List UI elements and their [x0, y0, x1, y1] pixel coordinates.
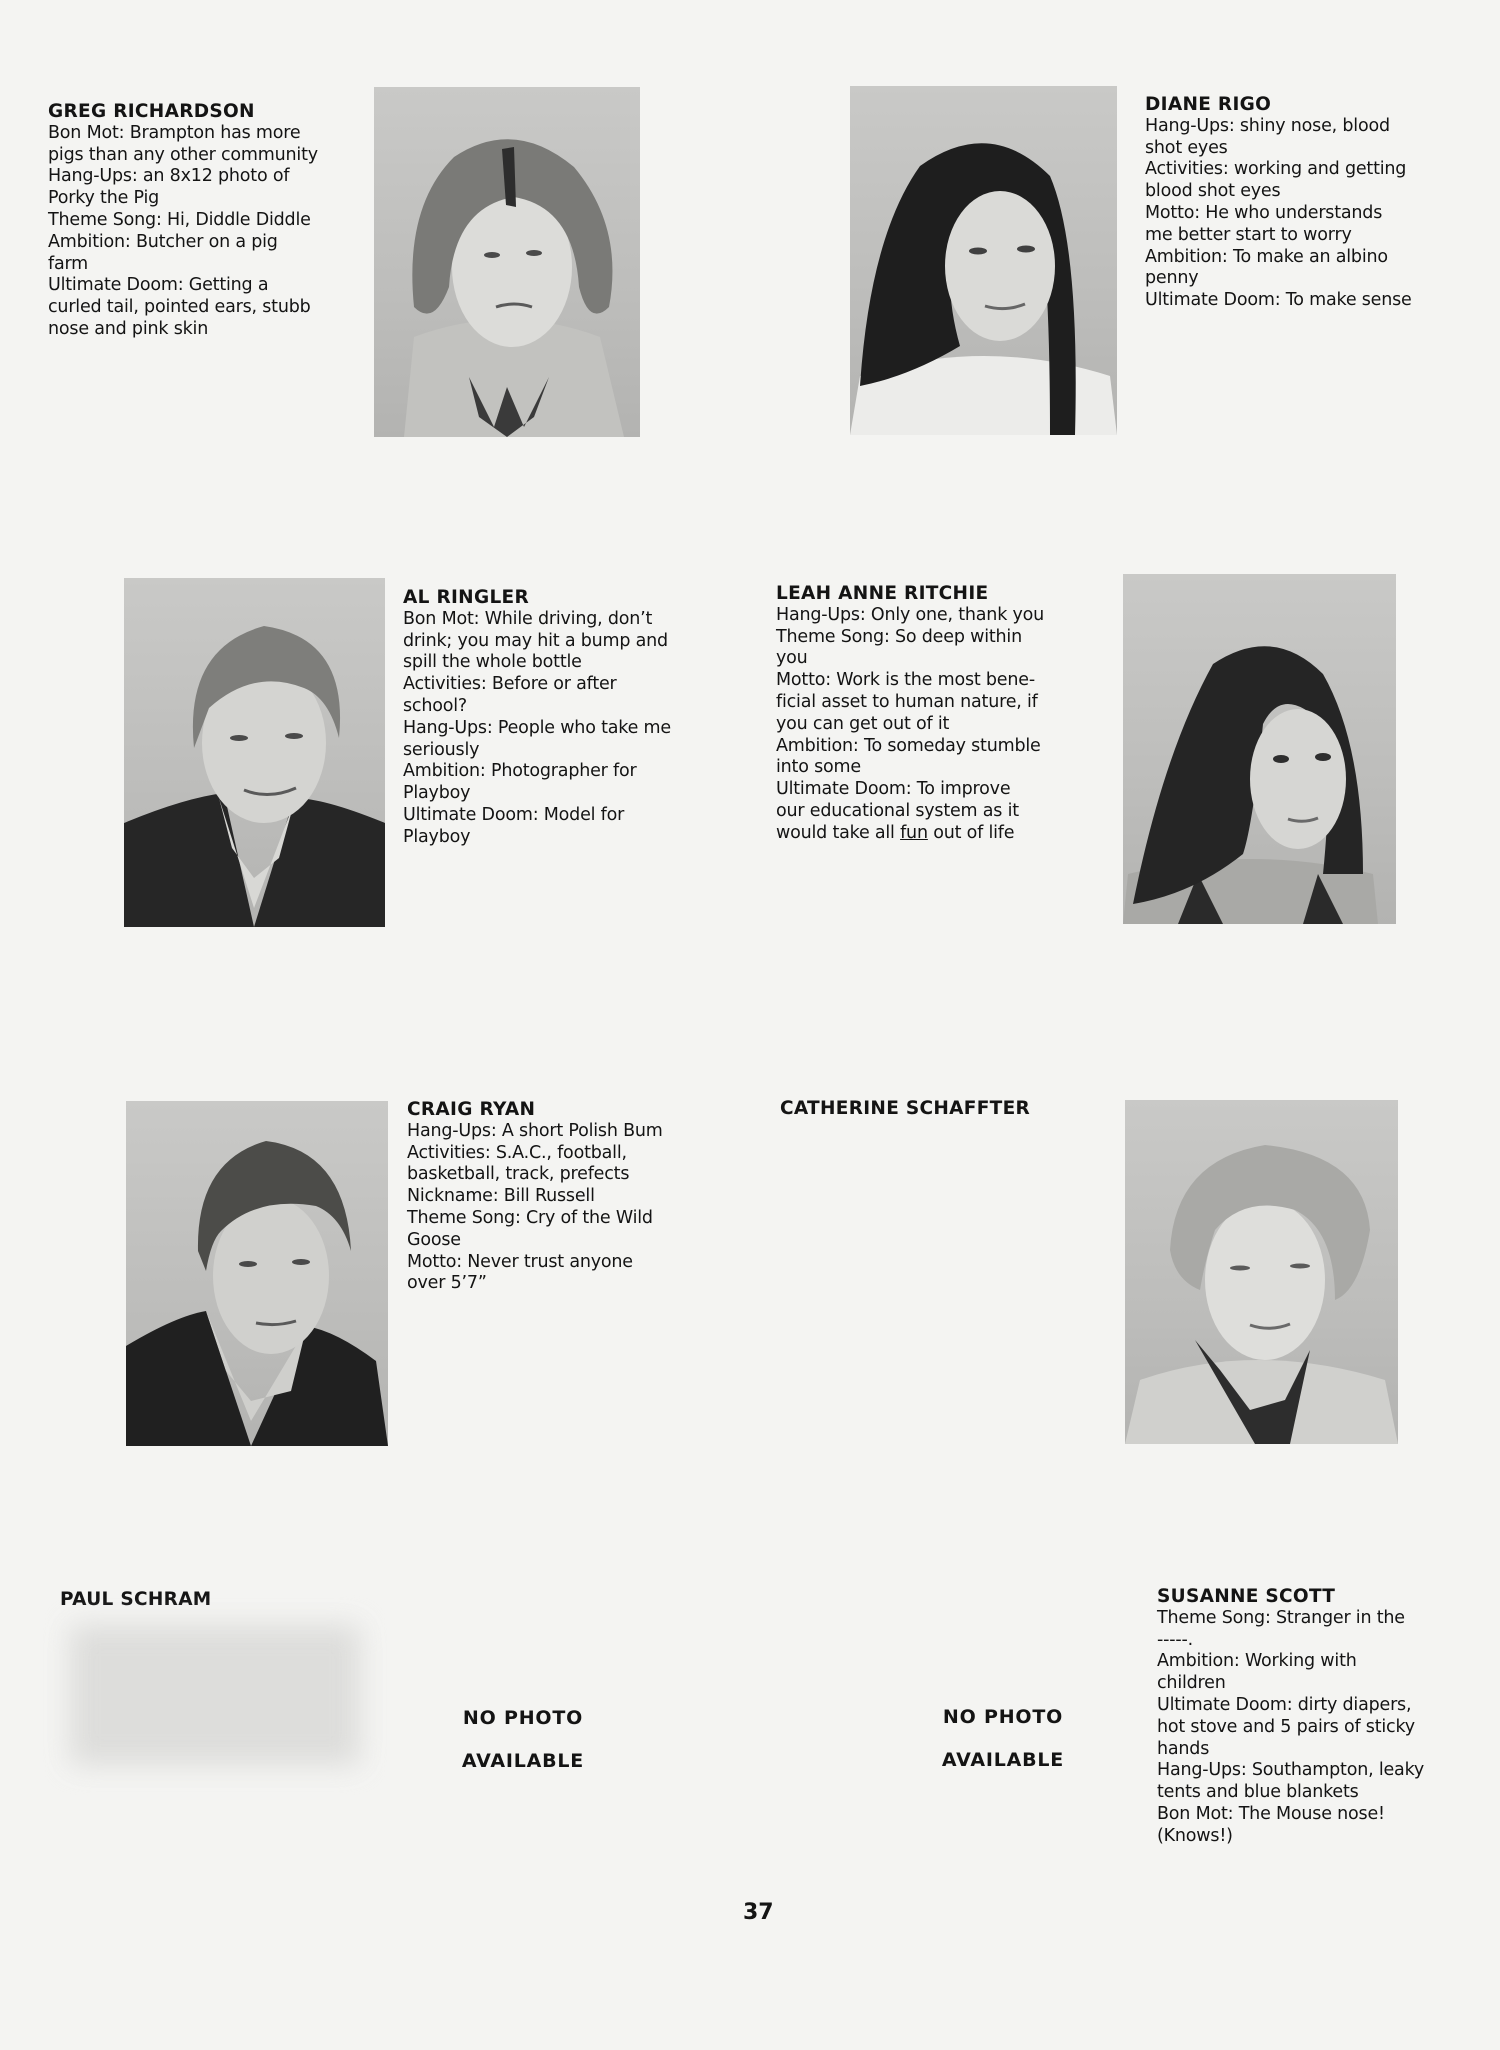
entry-line: children: [1157, 1673, 1226, 1694]
entry-line: Activities: S.A.C., football,: [407, 1142, 627, 1163]
portrait-photo-al-ringler: [124, 578, 385, 927]
no-photo-notice-paul-schram: [413, 1707, 633, 1793]
entry-line: -----.: [1157, 1629, 1193, 1650]
entry-line: Activities: working and getting: [1145, 159, 1407, 180]
text-before-underline: would take all: [776, 822, 901, 843]
entry-line: Motto: Work is the most bene-: [776, 670, 1035, 691]
entry-line: Bon Mot: Brampton has more: [48, 122, 301, 143]
entry-line: Ultimate Doom: dirty diapers,: [1157, 1694, 1412, 1715]
page-number: 37: [743, 1900, 774, 1925]
no-photo-line: NO PHOTO: [942, 1706, 1064, 1728]
student-name-catherine-schaffter: CATHERINE SCHAFFTER: [780, 1098, 1031, 1119]
student-name: SUSANNE SCOTT: [1157, 1586, 1336, 1607]
entry-line: Motto: Never trust anyone: [407, 1251, 633, 1272]
entry-line: curled tail, pointed ears, stubb: [48, 297, 311, 318]
entry-line: Porky the Pig: [48, 188, 160, 209]
entry-line: our educational system as it: [776, 800, 1019, 821]
entry-line: Hang-Ups: A short Polish Bum: [407, 1120, 663, 1141]
entry-line: Playboy: [403, 826, 471, 847]
entry-line: Activities: Before or after: [403, 674, 617, 695]
portrait-photo-greg-richardson: [374, 87, 640, 437]
entry-line-final: [776, 823, 1116, 845]
entry-line: Bon Mot: The Mouse nose!: [1157, 1803, 1385, 1824]
entry-lines: [1157, 1608, 1492, 1848]
entry-line: tents and blue blankets: [1157, 1782, 1359, 1803]
student-name-paul-schram: PAUL SCHRAM: [60, 1589, 212, 1610]
entry-line: ficial asset to human nature, if: [776, 691, 1038, 712]
entry-line: Ultimate Doom: Getting a: [48, 275, 269, 296]
entry-craig-ryan: [407, 1099, 737, 1295]
entry-leah-anne-ritchie: [776, 583, 1116, 845]
entry-line: Hang-Ups: People who take me: [403, 717, 671, 738]
entry-line: nose and pink skin: [48, 318, 209, 339]
entry-line: into some: [776, 757, 861, 778]
entry-line: Hang-Ups: Only one, thank you: [776, 604, 1045, 625]
entry-line: Theme Song: Cry of the Wild: [407, 1207, 653, 1228]
entry-line: Ultimate Doom: To improve: [776, 779, 1011, 800]
entry-susanne-scott: [1157, 1586, 1492, 1848]
entry-line: hands: [1157, 1738, 1210, 1759]
entry-line: school?: [403, 695, 467, 716]
entry-line: Theme Song: So deep within: [776, 626, 1022, 647]
entry-line: over 5’7”: [407, 1273, 487, 1294]
underlined-word: fun: [900, 822, 928, 843]
student-name: LEAH ANNE RITCHIE: [776, 583, 989, 604]
portrait-photo-craig-ryan: [126, 1101, 388, 1446]
entry-al-ringler: [403, 587, 733, 849]
portrait-photo-catherine-schaffter: [1125, 1100, 1398, 1444]
entry-line: basketball, track, prefects: [407, 1164, 630, 1185]
entry-lines: [48, 123, 368, 341]
portrait-photo-leah-anne-ritchie: [1123, 574, 1396, 924]
entry-line: shot eyes: [1145, 137, 1228, 158]
entry-line: Hang-Ups: Southampton, leaky: [1157, 1760, 1425, 1781]
entry-line: Ultimate Doom: To make sense: [1145, 290, 1412, 311]
available-line: AVAILABLE: [461, 1750, 585, 1772]
no-photo-notice-susanne-scott: [893, 1706, 1113, 1792]
portrait-photo-diane-rigo: [850, 86, 1117, 435]
available-line: AVAILABLE: [941, 1749, 1065, 1771]
entry-line: Hang-Ups: shiny nose, blood: [1145, 115, 1390, 136]
entry-line: Theme Song: Stranger in the: [1157, 1607, 1405, 1628]
no-photo-line: NO PHOTO: [462, 1707, 584, 1729]
entry-diane-rigo: [1145, 94, 1495, 312]
entry-line: Nickname: Bill Russell: [407, 1186, 595, 1207]
entry-lines: [403, 609, 733, 849]
entry-line: drink; you may hit a bump and: [403, 630, 668, 651]
entry-line: spill the whole bottle: [403, 652, 582, 673]
entry-line: hot stove and 5 pairs of sticky: [1157, 1716, 1415, 1737]
entry-line: farm: [48, 253, 89, 274]
entry-line: Playboy: [403, 783, 471, 804]
entry-lines: [407, 1121, 737, 1295]
entry-line: Ambition: Photographer for: [403, 761, 637, 782]
entry-line: pigs than any other community: [48, 144, 318, 165]
entry-line: Motto: He who understands: [1145, 202, 1383, 223]
entry-line: Ambition: Working with: [1157, 1651, 1357, 1672]
student-name: CRAIG RYAN: [407, 1099, 536, 1120]
entry-line: (Knows!): [1157, 1825, 1233, 1846]
entry-line: Theme Song: Hi, Diddle Diddle: [48, 209, 311, 230]
entry-greg-richardson: [48, 101, 368, 341]
faded-photo-placeholder: [70, 1625, 360, 1765]
entry-line: seriously: [403, 739, 480, 760]
entry-lines: [1145, 116, 1495, 312]
entry-line: Hang-Ups: an 8x12 photo of: [48, 166, 290, 187]
student-name: AL RINGLER: [403, 587, 530, 608]
entry-line: Goose: [407, 1229, 461, 1250]
entry-line: Ambition: Butcher on a pig: [48, 231, 278, 252]
entry-line: Ambition: To someday stumble: [776, 735, 1041, 756]
entry-line: blood shot eyes: [1145, 181, 1281, 202]
entry-line: Bon Mot: While driving, don’t: [403, 608, 653, 629]
entry-line: penny: [1145, 268, 1199, 289]
entry-lines: [776, 605, 1116, 823]
student-name: DIANE RIGO: [1145, 94, 1272, 115]
entry-line: you can get out of it: [776, 713, 950, 734]
entry-line: me better start to worry: [1145, 224, 1352, 245]
entry-line: you: [776, 648, 808, 669]
entry-line: Ultimate Doom: Model for: [403, 804, 625, 825]
text-after-underline: out of life: [927, 822, 1015, 843]
entry-line: Ambition: To make an albino: [1145, 246, 1388, 267]
student-name: GREG RICHARDSON: [48, 101, 255, 122]
